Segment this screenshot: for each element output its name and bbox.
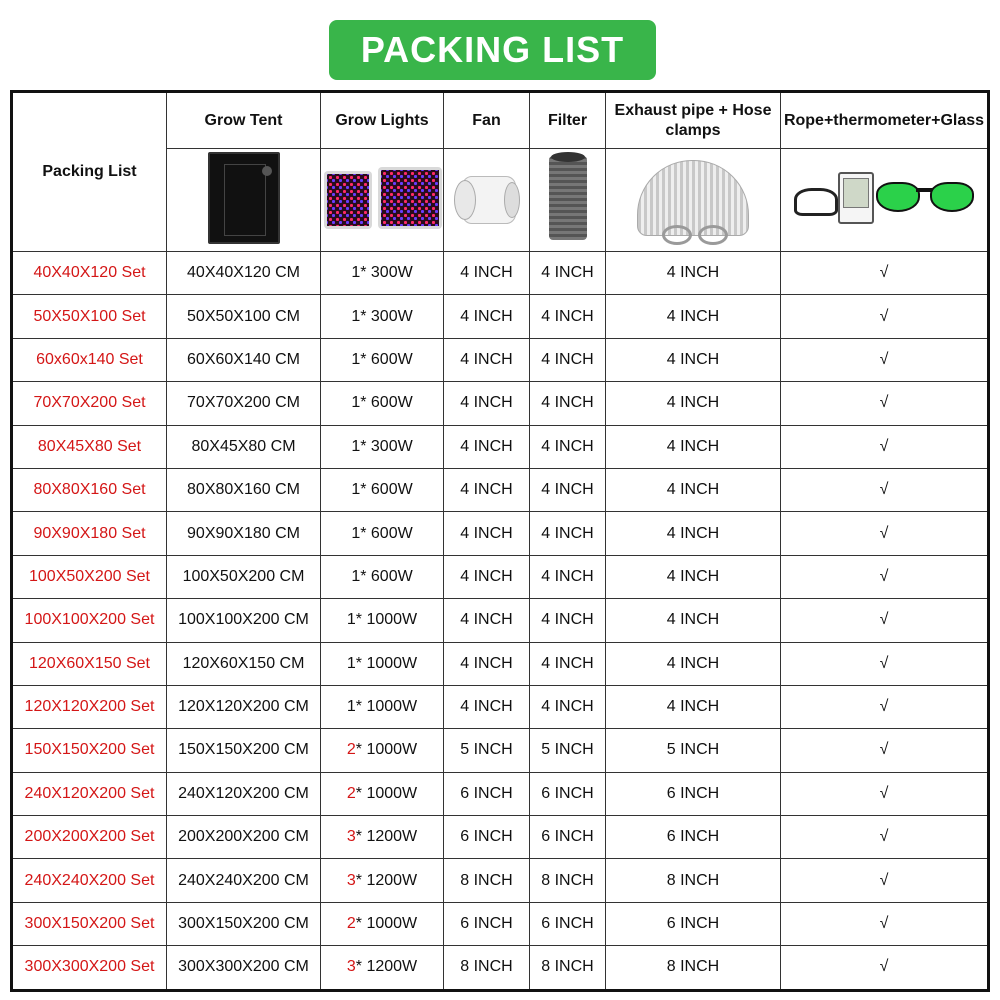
header-exhaust-pipe: Exhaust pipe + Hose clamps [606,92,781,149]
tent-size-cell: 100X100X200 CM [167,599,321,642]
pipe-size-cell: 8 INCH [606,946,781,990]
page-title: PACKING LIST [329,20,656,80]
fan-size-cell: 4 INCH [444,555,530,598]
packing-rows [12,252,989,991]
lights-cell [321,425,444,468]
lights-wattage: * 1000W [355,698,418,716]
lights-wattage: * 600W [360,350,413,368]
set-name-cell: 240X120X200 Set [12,772,167,815]
pipe-size-cell: 4 INCH [606,252,781,295]
filter-size-cell: 6 INCH [530,902,606,945]
lights-cell [321,555,444,598]
set-name-cell: 90X90X180 Set [12,512,167,555]
tent-size-cell: 150X150X200 CM [167,729,321,772]
accessories-check-cell: √ [781,425,989,468]
table-row [12,512,989,555]
filter-size-cell: 4 INCH [530,642,606,685]
tent-size-cell: 90X90X180 CM [167,512,321,555]
filter-size-cell: 4 INCH [530,468,606,511]
table-row [12,902,989,945]
fan-size-cell: 4 INCH [444,512,530,555]
table-row [12,338,989,381]
set-name-cell: 200X200X200 Set [12,816,167,859]
tent-size-cell: 70X70X200 CM [167,382,321,425]
header-accessories: Rope+thermometer+Glass [781,92,989,149]
tent-size-cell: 100X50X200 CM [167,555,321,598]
tent-size-cell: 240X240X200 CM [167,859,321,902]
accessories-check-cell: √ [781,685,989,728]
accessories-check-cell: √ [781,859,989,902]
grow-tent-image [167,149,321,252]
pipe-size-cell: 4 INCH [606,425,781,468]
filter-size-cell: 6 INCH [530,772,606,815]
accessories-check-cell: √ [781,729,989,772]
filter-size-cell: 8 INCH [530,859,606,902]
table-row [12,468,989,511]
set-name-cell: 70X70X200 Set [12,382,167,425]
pipe-size-cell: 4 INCH [606,642,781,685]
lights-cell [321,382,444,425]
lights-wattage: * 300W [360,437,413,455]
exhaust-pipe-image [606,149,781,252]
lights-count: 3 [346,828,356,846]
pipe-size-cell: 4 INCH [606,338,781,381]
fan-size-cell: 8 INCH [444,859,530,902]
filter-size-cell: 4 INCH [530,555,606,598]
filter-size-cell: 6 INCH [530,816,606,859]
lights-cell [321,252,444,295]
accessories-check-cell: √ [781,902,989,945]
lights-wattage: * 600W [360,567,413,585]
tent-size-cell: 200X200X200 CM [167,816,321,859]
lights-cell [321,338,444,381]
pipe-size-cell: 4 INCH [606,555,781,598]
set-name-cell: 40X40X120 Set [12,252,167,295]
filter-size-cell: 4 INCH [530,425,606,468]
header-filter: Filter [530,92,606,149]
filter-size-cell: 4 INCH [530,599,606,642]
set-name-cell: 300X300X200 Set [12,946,167,990]
fan-size-cell: 4 INCH [444,425,530,468]
accessories-check-cell: √ [781,512,989,555]
fan-size-cell: 4 INCH [444,642,530,685]
lights-wattage: * 1200W [355,871,418,889]
lights-cell [321,468,444,511]
grow-lights-icon [321,216,444,233]
fan-size-cell: 4 INCH [444,599,530,642]
filter-size-cell: 4 INCH [530,685,606,728]
fan-size-cell: 8 INCH [444,946,530,990]
grow-lights-image [321,149,444,252]
table-row [12,555,989,598]
accessories-check-cell: √ [781,642,989,685]
lights-count: 1 [351,481,361,499]
lights-count: 1 [346,611,356,629]
table-row [12,859,989,902]
fan-size-cell: 4 INCH [444,338,530,381]
table-row [12,252,989,295]
lights-wattage: * 1200W [355,828,418,846]
accessories-check-cell: √ [781,599,989,642]
tent-size-cell: 60X60X140 CM [167,338,321,381]
table-row [12,816,989,859]
tent-size-cell: 40X40X120 CM [167,252,321,295]
lights-count: 1 [351,394,361,412]
lights-wattage: * 600W [360,394,413,412]
fan-size-cell: 6 INCH [444,902,530,945]
lights-cell [321,642,444,685]
lights-cell [321,772,444,815]
lights-cell [321,685,444,728]
lights-wattage: * 1000W [355,654,418,672]
tent-size-cell: 120X120X200 CM [167,685,321,728]
pipe-size-cell: 4 INCH [606,295,781,338]
accessories-check-cell: √ [781,382,989,425]
table-row [12,382,989,425]
pipe-size-cell: 4 INCH [606,512,781,555]
set-name-cell: 100X100X200 Set [12,599,167,642]
lights-cell [321,512,444,555]
grow-tent-icon [208,152,280,244]
table-row [12,599,989,642]
table-row [12,772,989,815]
table-row [12,685,989,728]
table-row [12,425,989,468]
lights-wattage: * 300W [360,307,413,325]
lights-count: 2 [346,915,356,933]
table-row [12,295,989,338]
tent-size-cell: 240X120X200 CM [167,772,321,815]
filter-size-cell: 4 INCH [530,252,606,295]
pipe-size-cell: 6 INCH [606,816,781,859]
pipe-size-cell: 4 INCH [606,382,781,425]
lights-wattage: * 1000W [355,611,418,629]
lights-count: 2 [346,784,356,802]
lights-cell [321,599,444,642]
set-name-cell: 60x60x140 Set [12,338,167,381]
lights-count: 1 [351,567,361,585]
lights-wattage: * 1200W [355,958,418,976]
filter-size-cell: 4 INCH [530,338,606,381]
accessories-check-cell: √ [781,252,989,295]
filter-size-cell: 4 INCH [530,382,606,425]
header-grow-lights: Grow Lights [321,92,444,149]
pipe-size-cell: 5 INCH [606,729,781,772]
lights-cell [321,859,444,902]
lights-cell [321,816,444,859]
pipe-size-cell: 6 INCH [606,772,781,815]
fan-size-cell: 6 INCH [444,816,530,859]
lights-wattage: * 600W [360,481,413,499]
accessories-check-cell: √ [781,555,989,598]
set-name-cell: 50X50X100 Set [12,295,167,338]
accessories-check-cell: √ [781,772,989,815]
set-name-cell: 150X150X200 Set [12,729,167,772]
accessories-image [781,149,989,252]
filter-size-cell: 4 INCH [530,512,606,555]
lights-count: 2 [346,741,356,759]
set-name-cell: 100X50X200 Set [12,555,167,598]
set-name-cell: 300X150X200 Set [12,902,167,945]
table-row [12,946,989,990]
tent-size-cell: 300X300X200 CM [167,946,321,990]
filter-size-cell: 8 INCH [530,946,606,990]
set-name-cell: 80X45X80 Set [12,425,167,468]
pipe-size-cell: 8 INCH [606,859,781,902]
fan-size-cell: 4 INCH [444,252,530,295]
fan-size-cell: 5 INCH [444,729,530,772]
fan-size-cell: 4 INCH [444,685,530,728]
accessories-check-cell: √ [781,946,989,990]
tent-size-cell: 80X45X80 CM [167,425,321,468]
lights-wattage: * 1000W [355,784,418,802]
lights-wattage: * 300W [360,264,413,282]
lights-count: 1 [351,264,361,282]
duct-pipe-icon [637,160,749,236]
lights-cell [321,295,444,338]
lights-count: 1 [351,307,361,325]
carbon-filter-icon [549,156,587,240]
lights-count: 1 [351,524,361,542]
header-grow-tent: Grow Tent [167,92,321,149]
header-fan: Fan [444,92,530,149]
filter-image [530,149,606,252]
fan-size-cell: 4 INCH [444,468,530,511]
lights-count: 1 [346,654,356,672]
lights-count: 3 [346,958,356,976]
pipe-size-cell: 4 INCH [606,599,781,642]
lights-cell [321,902,444,945]
accessories-check-cell: √ [781,338,989,381]
inline-fan-icon [454,168,520,228]
lights-cell [321,946,444,990]
tent-size-cell: 120X60X150 CM [167,642,321,685]
packing-table [10,90,990,992]
set-name-cell: 120X60X150 Set [12,642,167,685]
accessories-check-cell: √ [781,468,989,511]
tent-size-cell: 80X80X160 CM [167,468,321,511]
corner-header: Packing List [12,92,167,252]
accessories-check-cell: √ [781,295,989,338]
fan-image [444,149,530,252]
fan-size-cell: 4 INCH [444,295,530,338]
tent-size-cell: 50X50X100 CM [167,295,321,338]
lights-wattage: * 1000W [355,741,418,759]
lights-count: 1 [346,698,356,716]
lights-count: 3 [346,871,356,889]
pipe-size-cell: 4 INCH [606,685,781,728]
lights-wattage: * 1000W [355,915,418,933]
fan-size-cell: 6 INCH [444,772,530,815]
lights-cell [321,729,444,772]
table-row [12,729,989,772]
pipe-size-cell: 4 INCH [606,468,781,511]
lights-wattage: * 600W [360,524,413,542]
set-name-cell: 80X80X160 Set [12,468,167,511]
lights-count: 1 [351,350,361,368]
tent-size-cell: 300X150X200 CM [167,902,321,945]
fan-size-cell: 4 INCH [444,382,530,425]
table-row [12,642,989,685]
accessories-icon [794,168,974,228]
set-name-cell: 240X240X200 Set [12,859,167,902]
filter-size-cell: 5 INCH [530,729,606,772]
pipe-size-cell: 6 INCH [606,902,781,945]
accessories-check-cell: √ [781,816,989,859]
filter-size-cell: 4 INCH [530,295,606,338]
lights-count: 1 [351,437,361,455]
set-name-cell: 120X120X200 Set [12,685,167,728]
